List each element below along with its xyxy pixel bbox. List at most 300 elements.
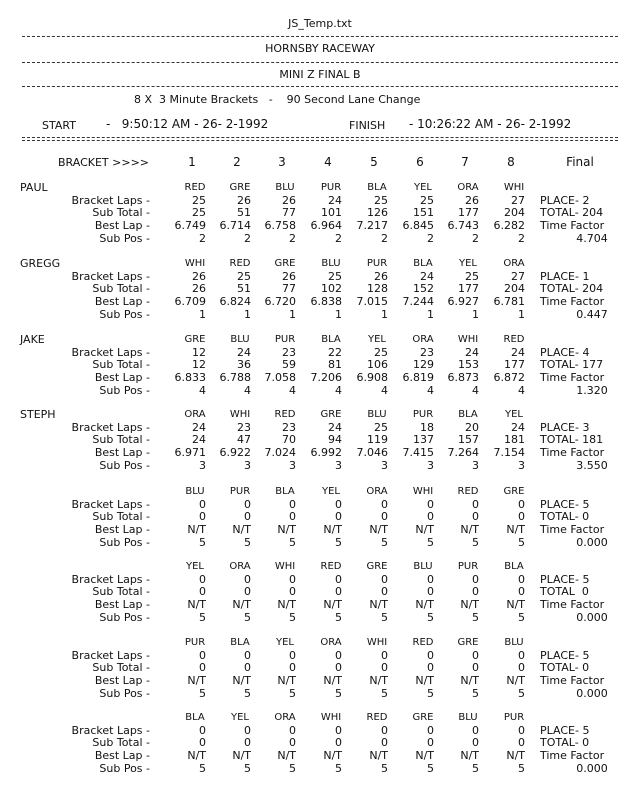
table-cell: 25 <box>328 270 342 283</box>
table-cell: 0 <box>335 510 342 523</box>
bracket-number: 2 <box>233 155 241 169</box>
table-cell: 77 <box>282 206 296 219</box>
table-cell: 25 <box>374 421 388 434</box>
table-cell: 0 <box>518 510 525 523</box>
lane-color: RED <box>412 637 434 648</box>
table-cell: 0 <box>472 724 479 737</box>
document-filename: JS_Temp.txt <box>288 17 352 30</box>
bracket-number: 8 <box>507 155 515 169</box>
table-cell: 2 <box>199 232 206 245</box>
table-cell: 0 <box>427 585 434 598</box>
total-result: TOTAL- 177 <box>540 358 604 371</box>
lane-color: WHI <box>366 637 388 648</box>
table-cell: 1 <box>518 308 525 321</box>
total-result: TOTAL 0 <box>540 585 589 598</box>
lane-color: YEL <box>231 712 249 723</box>
table-cell: 4 <box>518 384 525 397</box>
table-cell: 177 <box>504 358 525 371</box>
table-cell: 2 <box>518 232 525 245</box>
table-cell: 7.015 <box>356 295 388 308</box>
table-cell: 2 <box>289 232 296 245</box>
row-label: Sub Total - <box>92 736 150 749</box>
table-cell: 24 <box>420 270 434 283</box>
table-cell: 5 <box>199 687 206 700</box>
table-cell: 3 <box>427 459 434 472</box>
lane-color: BLA <box>321 334 341 345</box>
table-cell: 1 <box>472 308 479 321</box>
table-cell: 4 <box>427 384 434 397</box>
event-title: MINI Z FINAL B <box>279 68 361 81</box>
place-result: PLACE- 5 <box>540 573 590 586</box>
table-cell: 7.154 <box>493 446 525 459</box>
table-cell: 0 <box>244 661 251 674</box>
table-cell: 0 <box>335 736 342 749</box>
lane-color: GRE <box>412 712 434 723</box>
lane-color: BLA <box>275 486 295 497</box>
lane-color: ORA <box>503 258 525 269</box>
table-cell: 0 <box>518 498 525 511</box>
table-cell: 5 <box>335 687 342 700</box>
table-cell: 4 <box>199 384 206 397</box>
start-time: - 9:50:12 AM - 26- 2-1992 <box>106 117 269 131</box>
lane-color: RED <box>320 561 342 572</box>
table-cell: 0 <box>427 510 434 523</box>
table-cell: 0 <box>472 573 479 586</box>
table-cell: 0 <box>199 498 206 511</box>
table-cell: N/T <box>369 749 388 762</box>
lane-color: RED <box>229 258 251 269</box>
table-cell: 1 <box>289 308 296 321</box>
total-result: TOTAL- 204 <box>540 206 604 219</box>
table-cell: 25 <box>374 194 388 207</box>
table-cell: 23 <box>237 421 251 434</box>
table-cell: N/T <box>506 523 525 536</box>
time-factor-label: Time Factor <box>540 674 605 687</box>
row-label: Best Lap - <box>94 674 150 687</box>
table-cell: 181 <box>504 433 525 446</box>
table-cell: 0 <box>289 736 296 749</box>
table-cell: 0 <box>427 736 434 749</box>
table-cell: 26 <box>465 194 479 207</box>
table-cell: 6.749 <box>174 219 206 232</box>
total-result: TOTAL- 0 <box>540 661 590 674</box>
row-label: Bracket Laps - <box>71 270 150 283</box>
table-cell: N/T <box>415 674 434 687</box>
time-factor-label: Time Factor <box>540 523 605 536</box>
table-cell: 5 <box>381 762 388 775</box>
lane-color: WHI <box>457 334 479 345</box>
table-cell: 7.046 <box>356 446 388 459</box>
table-cell: N/T <box>232 674 251 687</box>
row-label: Best Lap - <box>94 371 150 384</box>
time-factor-label: Time Factor <box>540 219 605 232</box>
table-cell: 26 <box>237 194 251 207</box>
time-factor-label: Time Factor <box>540 371 605 384</box>
table-cell: 25 <box>192 206 206 219</box>
time-factor-value: 4.704 <box>576 232 608 245</box>
row-label: Sub Pos - <box>99 687 150 700</box>
lane-color: BLA <box>185 712 205 723</box>
bracket-number: 3 <box>278 155 286 169</box>
table-cell: 0 <box>244 649 251 662</box>
table-cell: 4 <box>244 384 251 397</box>
table-cell: N/T <box>369 674 388 687</box>
place-result: PLACE- 2 <box>540 194 590 207</box>
table-cell: 25 <box>420 194 434 207</box>
driver-name: STEPH <box>20 408 56 421</box>
table-cell: 7.264 <box>447 446 479 459</box>
table-cell: 0 <box>199 573 206 586</box>
table-cell: N/T <box>323 523 342 536</box>
table-cell: 0 <box>427 649 434 662</box>
table-cell: 5 <box>199 611 206 624</box>
table-cell: 157 <box>458 433 479 446</box>
table-cell: 0 <box>199 724 206 737</box>
table-cell: 0 <box>472 661 479 674</box>
lane-color: ORA <box>366 486 388 497</box>
table-cell: 3 <box>335 459 342 472</box>
lane-color: WHI <box>274 561 296 572</box>
lane-color: GRE <box>457 637 479 648</box>
table-cell: 6.720 <box>264 295 296 308</box>
table-cell: 0 <box>335 649 342 662</box>
table-cell: 128 <box>367 282 388 295</box>
table-cell: 119 <box>367 433 388 446</box>
table-cell: 2 <box>472 232 479 245</box>
time-factor-value: 1.320 <box>576 384 608 397</box>
lane-color: PUR <box>320 182 342 193</box>
total-result: TOTAL- 0 <box>540 510 590 523</box>
table-cell: 81 <box>328 358 342 371</box>
lane-color: BLU <box>321 258 341 269</box>
table-cell: 5 <box>199 536 206 549</box>
table-cell: 3 <box>472 459 479 472</box>
table-cell: 6.872 <box>493 371 525 384</box>
table-cell: 1 <box>381 308 388 321</box>
table-cell: 204 <box>504 282 525 295</box>
table-cell: 0 <box>289 724 296 737</box>
lane-color: YEL <box>322 486 340 497</box>
table-cell: 6.758 <box>264 219 296 232</box>
row-label: Sub Pos - <box>99 762 150 775</box>
table-cell: N/T <box>323 749 342 762</box>
table-cell: N/T <box>415 598 434 611</box>
row-label: Best Lap - <box>94 598 150 611</box>
table-cell: 0 <box>335 573 342 586</box>
table-cell: 25 <box>237 270 251 283</box>
table-cell: N/T <box>277 523 296 536</box>
table-cell: 0 <box>427 724 434 737</box>
table-cell: 59 <box>282 358 296 371</box>
row-label: Sub Total - <box>92 661 150 674</box>
table-cell: 101 <box>321 206 342 219</box>
table-cell: 25 <box>465 270 479 283</box>
table-cell: 0 <box>381 585 388 598</box>
lane-color: ORA <box>184 409 206 420</box>
table-cell: 0 <box>244 585 251 598</box>
lane-color: YEL <box>368 334 386 345</box>
driver-name: GREGG <box>20 257 61 270</box>
table-cell: 0 <box>199 649 206 662</box>
table-cell: 5 <box>472 687 479 700</box>
lane-color: BLA <box>504 561 524 572</box>
table-cell: 5 <box>518 611 525 624</box>
lane-color: YEL <box>414 182 432 193</box>
table-cell: 0 <box>335 498 342 511</box>
table-cell: 3 <box>199 459 206 472</box>
table-cell: 25 <box>192 194 206 207</box>
time-factor-value: 0.447 <box>576 308 608 321</box>
table-cell: 5 <box>199 762 206 775</box>
bracket-number: 7 <box>461 155 469 169</box>
place-result: PLACE- 5 <box>540 724 590 737</box>
table-cell: 5 <box>381 611 388 624</box>
table-cell: 36 <box>237 358 251 371</box>
table-cell: 0 <box>518 573 525 586</box>
table-cell: 5 <box>427 687 434 700</box>
table-cell: 1 <box>335 308 342 321</box>
table-cell: 70 <box>282 433 296 446</box>
table-cell: 5 <box>289 687 296 700</box>
table-cell: N/T <box>323 674 342 687</box>
lane-color: BLA <box>367 182 387 193</box>
row-label: Bracket Laps - <box>71 194 150 207</box>
table-cell: 0 <box>472 649 479 662</box>
time-factor-value: 0.000 <box>576 611 608 624</box>
row-label: Bracket Laps - <box>71 724 150 737</box>
table-cell: 27 <box>511 194 525 207</box>
table-cell: 177 <box>458 206 479 219</box>
table-cell: 5 <box>289 611 296 624</box>
table-cell: 24 <box>192 421 206 434</box>
table-cell: 2 <box>244 232 251 245</box>
table-cell: 2 <box>427 232 434 245</box>
table-cell: 1 <box>244 308 251 321</box>
table-cell: 0 <box>244 724 251 737</box>
table-cell: 0 <box>335 724 342 737</box>
lane-color: PUR <box>274 334 296 345</box>
place-result: PLACE- 5 <box>540 649 590 662</box>
table-cell: 106 <box>367 358 388 371</box>
table-cell: 0 <box>381 736 388 749</box>
table-cell: 26 <box>282 194 296 207</box>
table-cell: 5 <box>289 762 296 775</box>
table-cell: 24 <box>511 346 525 359</box>
table-cell: 0 <box>335 661 342 674</box>
bracket-number: 5 <box>370 155 378 169</box>
table-cell: 6.873 <box>447 371 479 384</box>
table-cell: 0 <box>472 585 479 598</box>
lane-color: GRE <box>320 409 342 420</box>
total-result: TOTAL- 0 <box>540 736 590 749</box>
total-result: TOTAL- 204 <box>540 282 604 295</box>
lane-color: PUR <box>457 561 479 572</box>
table-cell: 0 <box>518 724 525 737</box>
table-cell: 5 <box>335 762 342 775</box>
table-cell: 26 <box>282 270 296 283</box>
table-cell: 5 <box>427 536 434 549</box>
table-cell: 4 <box>335 384 342 397</box>
table-cell: 129 <box>413 358 434 371</box>
table-cell: 51 <box>237 282 251 295</box>
table-cell: 0 <box>381 510 388 523</box>
table-cell: 3 <box>381 459 388 472</box>
table-cell: 0 <box>289 585 296 598</box>
table-cell: 7.024 <box>264 446 296 459</box>
table-cell: 4 <box>472 384 479 397</box>
row-label: Best Lap - <box>94 295 150 308</box>
table-cell: 12 <box>192 358 206 371</box>
total-result: TOTAL- 181 <box>540 433 604 446</box>
table-cell: 0 <box>244 573 251 586</box>
row-label: Bracket Laps - <box>71 421 150 434</box>
row-label: Sub Pos - <box>99 611 150 624</box>
lane-color: BLA <box>458 409 478 420</box>
table-cell: 27 <box>511 270 525 283</box>
table-cell: 0 <box>472 736 479 749</box>
table-cell: 23 <box>420 346 434 359</box>
table-cell: 152 <box>413 282 434 295</box>
table-cell: 51 <box>237 206 251 219</box>
finish-time: - 10:26:22 AM - 26- 2-1992 <box>409 117 572 131</box>
table-cell: 5 <box>472 611 479 624</box>
time-factor-value: 3.550 <box>576 459 608 472</box>
row-label: Bracket Laps - <box>71 649 150 662</box>
row-label: Best Lap - <box>94 219 150 232</box>
divider <box>22 62 618 63</box>
lane-color: ORA <box>229 561 251 572</box>
row-label: Sub Pos - <box>99 536 150 549</box>
table-cell: 2 <box>381 232 388 245</box>
lane-color: BLU <box>185 486 205 497</box>
table-cell: 5 <box>518 536 525 549</box>
table-cell: 0 <box>518 736 525 749</box>
lane-color: RED <box>457 486 479 497</box>
table-cell: 0 <box>335 585 342 598</box>
table-cell: 6.964 <box>310 219 342 232</box>
lane-color: ORA <box>320 637 342 648</box>
table-cell: 7.206 <box>310 371 342 384</box>
table-cell: N/T <box>415 749 434 762</box>
lane-color: ORA <box>274 712 296 723</box>
lane-color: WHI <box>184 258 206 269</box>
table-cell: 23 <box>282 346 296 359</box>
driver-name: PAUL <box>20 181 48 194</box>
table-cell: 5 <box>244 536 251 549</box>
table-cell: 7.415 <box>402 446 434 459</box>
table-cell: 0 <box>244 510 251 523</box>
table-cell: 0 <box>472 498 479 511</box>
table-cell: 0 <box>289 661 296 674</box>
table-cell: 24 <box>328 421 342 434</box>
lane-color: ORA <box>412 334 434 345</box>
table-cell: N/T <box>460 674 479 687</box>
table-cell: 204 <box>504 206 525 219</box>
table-cell: 0 <box>244 498 251 511</box>
table-cell: N/T <box>232 749 251 762</box>
table-cell: 26 <box>192 270 206 283</box>
table-cell: 1 <box>427 308 434 321</box>
table-cell: 0 <box>199 661 206 674</box>
lane-color: PUR <box>366 258 388 269</box>
row-label: Sub Total - <box>92 585 150 598</box>
lane-color: RED <box>503 334 525 345</box>
table-cell: 24 <box>328 194 342 207</box>
lane-color: GRE <box>274 258 296 269</box>
table-cell: 2 <box>335 232 342 245</box>
table-cell: 6.927 <box>447 295 479 308</box>
table-cell: 6.908 <box>356 371 388 384</box>
table-cell: N/T <box>277 749 296 762</box>
row-label: Sub Pos - <box>99 308 150 321</box>
row-label: Bracket Laps - <box>71 573 150 586</box>
place-result: PLACE- 4 <box>540 346 590 359</box>
table-cell: 47 <box>237 433 251 446</box>
lane-color: BLU <box>230 334 250 345</box>
lane-color: PUR <box>229 486 251 497</box>
row-label: Bracket Laps - <box>71 346 150 359</box>
place-result: PLACE- 1 <box>540 270 590 283</box>
table-cell: 77 <box>282 282 296 295</box>
lane-color: YEL <box>505 409 523 420</box>
table-cell: 6.833 <box>174 371 206 384</box>
table-cell: 5 <box>381 687 388 700</box>
table-cell: N/T <box>187 523 206 536</box>
table-cell: 7.058 <box>264 371 296 384</box>
row-label: Best Lap - <box>94 749 150 762</box>
row-label: Sub Pos - <box>99 384 150 397</box>
row-label: Best Lap - <box>94 446 150 459</box>
row-label: Best Lap - <box>94 523 150 536</box>
lane-color: BLU <box>458 712 478 723</box>
table-cell: 6.992 <box>310 446 342 459</box>
lane-color: ORA <box>457 182 479 193</box>
bracket-number: 6 <box>416 155 424 169</box>
table-cell: N/T <box>460 523 479 536</box>
table-cell: 4 <box>381 384 388 397</box>
table-cell: 6.743 <box>447 219 479 232</box>
table-cell: 0 <box>472 510 479 523</box>
lane-color: GRE <box>229 182 251 193</box>
lane-color: WHI <box>320 712 342 723</box>
lane-color: BLA <box>230 637 250 648</box>
table-cell: 25 <box>374 346 388 359</box>
table-cell: 24 <box>237 346 251 359</box>
lane-color: WHI <box>503 182 525 193</box>
table-cell: 5 <box>335 536 342 549</box>
bracket-number: 4 <box>324 155 332 169</box>
row-label: Sub Total - <box>92 282 150 295</box>
lane-color: WHI <box>229 409 251 420</box>
table-cell: 3 <box>289 459 296 472</box>
table-cell: 6.709 <box>174 295 206 308</box>
table-cell: 24 <box>465 346 479 359</box>
venue-title: HORNSBY RACEWAY <box>265 42 375 55</box>
table-cell: 5 <box>244 687 251 700</box>
row-label: Sub Pos - <box>99 232 150 245</box>
table-cell: N/T <box>277 674 296 687</box>
table-cell: N/T <box>187 674 206 687</box>
driver-name: JAKE <box>20 333 45 346</box>
table-cell: 0 <box>381 649 388 662</box>
time-factor-label: Time Factor <box>540 446 605 459</box>
table-cell: 126 <box>367 206 388 219</box>
table-cell: 0 <box>518 649 525 662</box>
table-cell: 0 <box>199 510 206 523</box>
table-cell: N/T <box>506 674 525 687</box>
table-cell: N/T <box>460 598 479 611</box>
row-label: Sub Pos - <box>99 459 150 472</box>
